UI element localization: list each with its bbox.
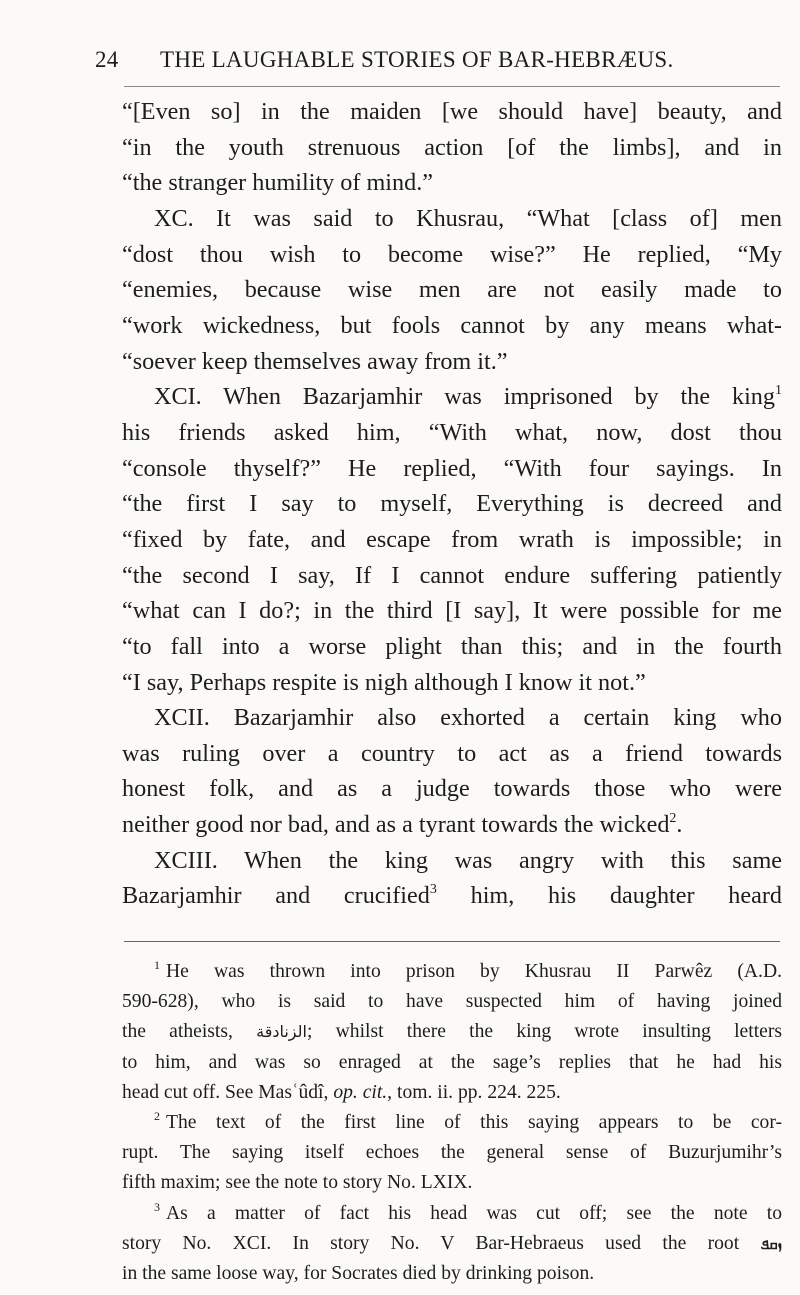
arabic-word: الزنادقة <box>256 1022 307 1042</box>
citation-italic: op. cit., <box>333 1081 393 1103</box>
footnotes <box>122 957 782 1289</box>
text-segment: XCI. When Bazarjamhir was imprisoned by the king <box>154 383 775 411</box>
text-line: “soever keep themselves away from it.” <box>122 347 508 375</box>
footnote-ref-1[interactable]: 1 <box>775 383 782 399</box>
syriac-word: ܙܩܦ <box>760 1234 782 1253</box>
text-segment: . <box>676 811 683 839</box>
footnote-text: ; whilst there the king wrote insulting letters <box>306 1021 782 1043</box>
text-line: his friends asked him, “With what, now, dost thou <box>122 418 782 446</box>
footnote-text: He was thrown into prison by Khusrau II Parwêz (A.D. <box>166 961 782 982</box>
footnote-text: rupt. The saying itself echoes the general sense of Buzurjumihr’s <box>122 1142 782 1164</box>
footnote-text: head cut off. See Masʿûdî, <box>122 1081 329 1103</box>
footnote-rule <box>124 941 780 942</box>
text-line: honest folk, and as a judge towards those who were <box>122 775 782 803</box>
footnote-text: As a matter of fact his head was cut off; see the note to <box>166 1202 782 1224</box>
text-line-with-footnote <box>122 807 782 843</box>
header-rule <box>124 86 780 87</box>
text-line: “console thyself?” He replied, “With four sayings. In <box>122 454 782 482</box>
footnote-line <box>122 1229 782 1259</box>
text-line: “the stranger humility of mind.” <box>122 169 434 197</box>
text-line: “to fall into a worse plight than this; and in the fourth <box>122 632 782 660</box>
footnote-mark: 1 <box>154 958 160 972</box>
footnote-mark: 3 <box>154 1199 160 1214</box>
footnote-1 <box>122 957 782 987</box>
text-line: “dost thou wish to become wise?” He replied, “My <box>122 240 782 268</box>
footnote-text: fifth maxim; see the note to story No. LXIX. <box>122 1172 473 1194</box>
text-segment <box>122 882 437 909</box>
text-segment: Bazarjamhir and crucified <box>122 882 430 910</box>
text-line-with-footnote <box>122 379 782 415</box>
text-line: “work wickedness, but fools cannot by any means what- <box>122 311 782 339</box>
text-segment: him, his daughter heard <box>470 882 783 910</box>
text-line: “I say, Perhaps respite is nigh although I know it not.” <box>122 668 646 696</box>
text-line: “the first I say to myself, Everything is decreed and <box>122 490 782 518</box>
text-line-with-footnote <box>122 878 782 914</box>
text-line: XC. It was said to Khusrau, “What [class of] men <box>154 204 782 232</box>
main-text <box>122 94 782 914</box>
footnote-ref-3[interactable]: 3 <box>429 882 437 898</box>
text-line: “in the youth strenuous action [of the limbs], and in <box>122 133 782 161</box>
text-line: XCIII. When the king was angry with this same <box>154 846 782 874</box>
footnote-line <box>122 1078 782 1108</box>
footnote-text: the atheists, <box>122 1021 233 1043</box>
text-line: “[Even so] in the maiden [we should have] beauty, and <box>122 98 782 125</box>
text-line: was ruling over a country to act as a friend towards <box>122 739 782 767</box>
running-header <box>95 47 725 73</box>
footnote-text: story No. XCI. In story No. V Bar-Hebraeus used the root <box>122 1232 740 1254</box>
page-number: 24 <box>95 47 119 72</box>
footnote-ref-2[interactable]: 2 <box>669 811 677 827</box>
text-line: “enemies, because wise men are not easily made to <box>122 276 782 304</box>
running-title: THE LAUGHABLE STORIES OF BAR-HEBRÆUS. <box>160 47 674 72</box>
footnote-3 <box>122 1199 782 1229</box>
footnote-line <box>122 1017 782 1047</box>
text-line: “what can I do?; in the third [I say], It were possible for me <box>122 597 782 625</box>
footnote-text: to him, and was so enraged at the sage’s replies that he had his <box>122 1051 782 1073</box>
footnote-2 <box>122 1108 782 1138</box>
footnote-text: 590-628), who is said to have suspected him of having joined <box>122 991 782 1013</box>
footnote-text: in the same loose way, for Socrates died by drinking poison. <box>122 1263 595 1285</box>
footnote-mark: 2 <box>154 1109 160 1124</box>
footnote-text: tom. ii. pp. 224. 225. <box>397 1081 561 1103</box>
text-line: “fixed by fate, and escape from wrath is impossible; in <box>122 525 782 553</box>
text-line: “the second I say, If I cannot endure suffering patiently <box>122 561 782 589</box>
text-segment: neither good nor bad, and as a tyrant towards the wicked <box>122 811 670 839</box>
text-line: XCII. Bazarjamhir also exhorted a certain king who <box>154 704 782 732</box>
footnote-text: The text of the first line of this saying appears to be cor- <box>166 1112 782 1134</box>
